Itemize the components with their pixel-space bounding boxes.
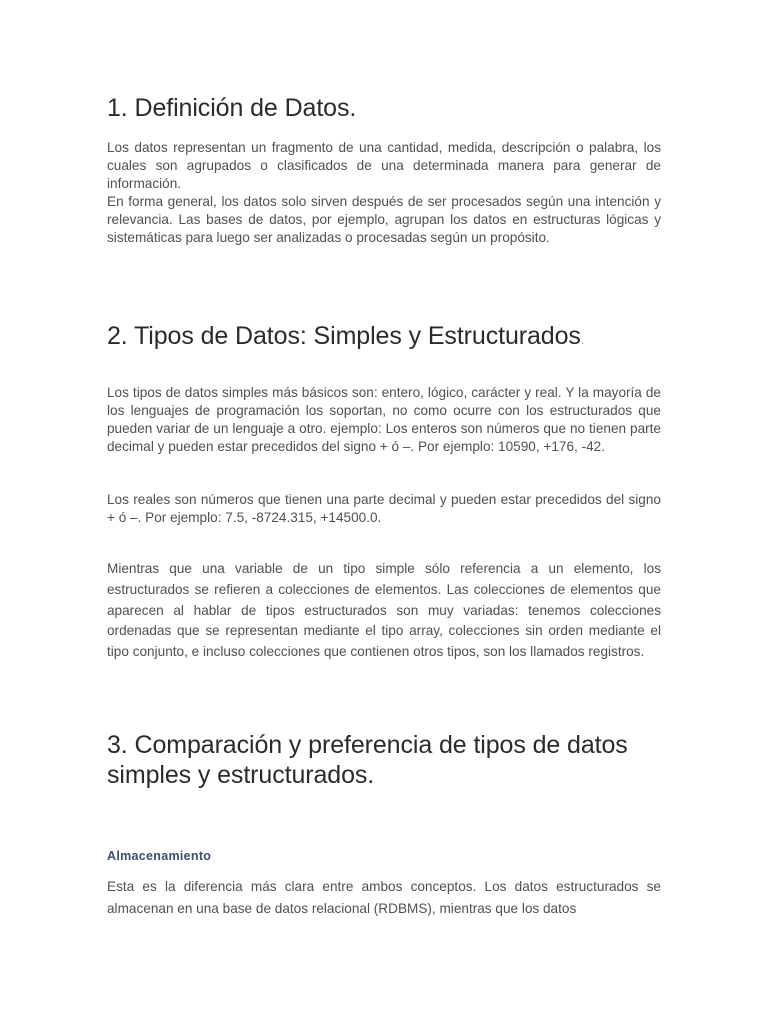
section-2-paragraph-2: Los reales son números que tienen una parte decimal y pueden estar precedidos del signo + ó –. Por ejemplo: 7.5, -8724.315, +14500.0. — [107, 492, 661, 525]
section-2-heading-text: 2. Tipos de Datos: Simples y Estructurados — [107, 322, 581, 350]
section-1-paragraph-2: En forma general, los datos solo sirven después de ser procesados según una intención y relevancia. Las bases de datos, por ejemplo, agrupan los datos en estructuras lógicas y sistemáticas para luego ser analizadas o procesadas según un propósito. — [107, 194, 661, 245]
document-page — [107, 0, 661, 1024]
section-3-subheading: Almacenamiento — [107, 849, 212, 863]
section-1-heading: 1. Definición de Datos. — [107, 94, 357, 122]
section-2-paragraph-1: Los tipos de datos simples más básicos son: entero, lógico, carácter y real. Y la mayoría de los lenguajes de programación los soportan, no como ocurre con los estructurados que pueden variar de un lenguaje a otro. ejemplo: Los enteros son números que no tienen parte decimal y pueden estar precedidos del signo + ó –. Por ejemplo: 10590, +176, -42. — [107, 385, 661, 454]
section-3-paragraph-1: Esta es la diferencia más clara entre ambos conceptos. Los datos estructurados se almacenan en una base de datos relacional (RDBMS), mientras que los datos — [107, 879, 661, 916]
section-2-paragraph-3: Mientras que una variable de un tipo simple sólo referencia a un elemento, los estructurados se refieren a colecciones de elementos. Las colecciones de elementos que aparecen al hablar de tipos estructurados son muy variadas: tenemos colecciones ordenadas que se representan mediante el tipo array, colecciones sin orden mediante el tipo conjunto, e incluso colecciones que contienen otros tipos, son los llamados registros. — [107, 561, 661, 660]
section-1-paragraph-1: Los datos representan un fragmento de una cantidad, medida, descripción o palabra, los cuales son agrupados o clasificados de una determinada manera para generar de información. — [107, 140, 661, 191]
section-3-heading: 3. Comparación y preferencia de tipos de datos simples y estructurados. — [107, 731, 628, 789]
section-2-heading — [107, 321, 661, 355]
section-2-heading-dot: . — [580, 333, 585, 347]
